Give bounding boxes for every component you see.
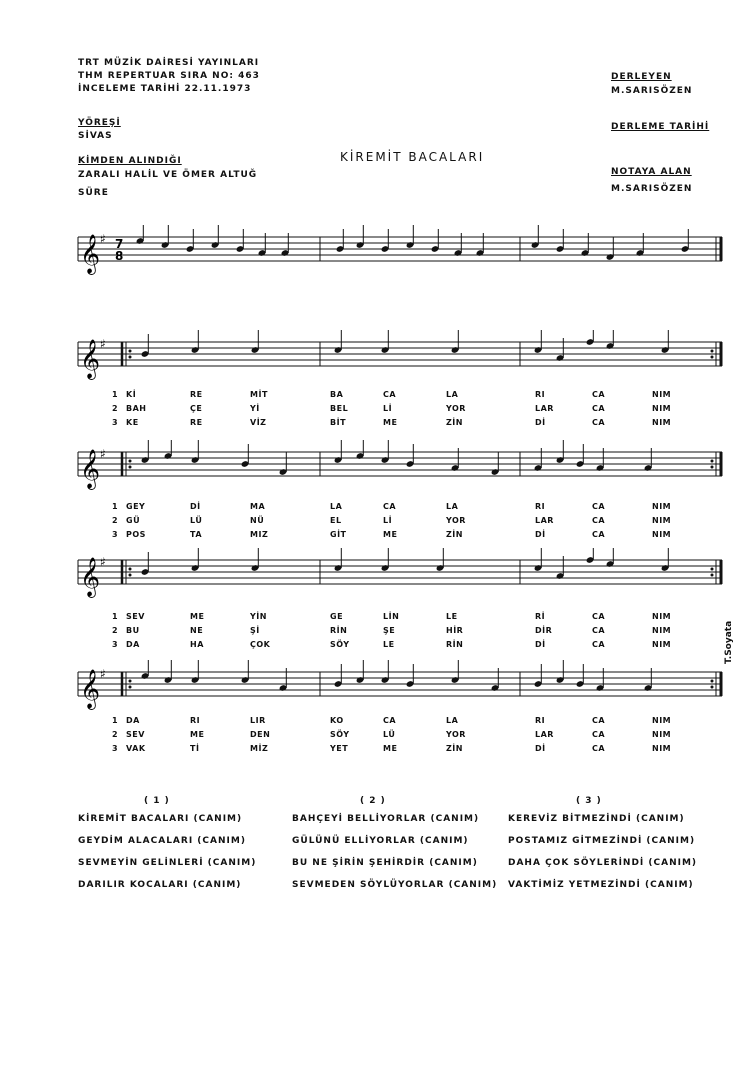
stanza-label: ( 3 ) [576,796,602,806]
lyric-syllable: LA [446,716,459,725]
staff-4 [0,660,750,720]
lyric-syllable: ME [190,730,205,739]
lyric-syllable: NÜ [250,516,265,525]
repeat-dot [711,680,714,683]
time-sig-top: 7 [115,237,124,251]
yoresi-label: YÖREŞİ [78,118,121,128]
notaya-alan-value: M.SARISÖZEN [611,184,693,194]
derleyen-label: DERLEYEN [611,72,672,82]
lyric-syllable: ŞE [383,626,396,635]
lyric-syllable: MİT [250,390,268,399]
derleyen-value: M.SARISÖZEN [611,86,693,96]
lyric-syllable: DA [126,716,140,725]
lyric-syllable: Dİ [535,744,546,753]
lyric-syllable: BEL [330,404,349,413]
key-sharp: ♯ [100,667,106,681]
repeat-dot [129,574,132,577]
lyric-syllable: CA [592,612,606,621]
lyric-syllable: KO [330,716,344,725]
side-credit: T.Soyata [724,620,734,664]
verse-number: 1 [112,612,119,621]
yoresi-value: SİVAS [78,131,113,141]
lyric-syllable: Şİ [250,626,260,635]
lyric-syllable: SEV [126,730,145,739]
lyric-syllable: LE [383,640,395,649]
key-sharp: ♯ [100,447,106,461]
lyric-syllable: LA [330,502,343,511]
verse-number: 1 [112,390,119,399]
stanza-line: SEVMEYİN GELİNLERİ (CANIM) [78,858,257,868]
lyric-syllable: RI [535,502,546,511]
lyric-syllable: HA [190,640,204,649]
kimden-label: KİMDEN ALINDIĞI [78,156,182,166]
treble-clef: 𝄞 [80,449,101,489]
lyric-syllable: SÖY [330,640,350,649]
repeat-dot [129,466,132,469]
lyric-syllable: LAR [535,516,554,525]
stanza-line: GEYDİM ALACALARI (CANIM) [78,836,246,846]
stanza-line: BU NE ŞİRİN ŞEHİRDİR (CANIM) [292,858,478,868]
derleme-tarihi-label: DERLEME TARİHİ [611,122,710,132]
lyric-syllable: YİN [250,612,267,621]
lyric-syllable: NIM [652,612,672,621]
lyric-syllable: RE [190,418,203,427]
lyric-syllable: NIM [652,502,672,511]
lyric-syllable: BU [126,626,140,635]
stanza-label: ( 1 ) [144,796,170,806]
staff-1 [0,330,750,390]
treble-clef: 𝄞 [80,234,101,274]
lyric-syllable: TA [190,530,203,539]
lyric-syllable: CA [383,502,397,511]
lyric-syllable: LAR [535,404,554,413]
lyric-syllable: ME [383,418,398,427]
lyric-syllable: CA [592,404,606,413]
lyric-syllable: NE [190,626,204,635]
treble-clef: 𝄞 [80,557,101,597]
lyric-syllable: NIM [652,716,672,725]
lyric-syllable: CA [383,390,397,399]
lyric-syllable: Rİ [535,612,546,621]
lyric-syllable: DA [126,640,140,649]
kimden-value: ZARALI HALİL VE ÖMER ALTUĞ [78,170,258,180]
lyric-syllable: LÜ [383,730,396,739]
verse-number: 2 [112,730,119,739]
lyric-syllable: POS [126,530,146,539]
lyric-syllable: CA [592,502,606,511]
lyric-syllable: SEV [126,612,145,621]
header-line-1: TRT MÜZİK DAİRESİ YAYINLARI [78,58,260,68]
lyric-syllable: ZİN [446,418,463,427]
verse-number: 3 [112,640,119,649]
lyric-syllable: Lİ [383,404,393,413]
repeat-dot [711,350,714,353]
lyric-syllable: CA [592,516,606,525]
lyric-syllable: LA [446,502,459,511]
lyric-syllable: NIM [652,516,672,525]
lyric-syllable: HİR [446,626,464,635]
lyric-syllable: Dİ [535,640,546,649]
lyric-syllable: RİN [330,626,348,635]
lyric-syllable: EL [330,516,342,525]
lyric-syllable: BAH [126,404,147,413]
repeat-dot [129,460,132,463]
stanza-label: ( 2 ) [360,796,386,806]
lyric-syllable: ME [383,530,398,539]
lyric-syllable: RI [535,716,546,725]
lyric-syllable: BİT [330,418,347,427]
notaya-alan-label: NOTAYA ALAN [611,167,692,177]
sure-label: SÜRE [78,188,109,198]
lyric-syllable: MIZ [250,530,269,539]
lyric-syllable: NIM [652,744,672,753]
lyric-syllable: CA [383,716,397,725]
stanza-line: BAHÇEYİ BELLİYORLAR (CANIM) [292,814,480,824]
key-sharp: ♯ [100,337,106,351]
lyric-syllable: GEY [126,502,146,511]
lyric-syllable: CA [592,626,606,635]
lyric-syllable: BA [330,390,344,399]
repeat-dot [711,466,714,469]
verse-number: 3 [112,418,119,427]
lyric-syllable: LA [446,390,459,399]
treble-clef: 𝄞 [80,669,101,709]
lyric-syllable: DİR [535,626,553,635]
verse-number: 2 [112,626,119,635]
lyric-syllable: RI [190,716,201,725]
lyric-syllable: ZİN [446,530,463,539]
lyric-syllable: CA [592,390,606,399]
lyric-syllable: LAR [535,730,554,739]
lyric-syllable: RİN [446,640,464,649]
repeat-dot [711,574,714,577]
stanza-line: KİREMİT BACALARI (CANIM) [78,814,243,824]
lyric-syllable: Dİ [535,530,546,539]
lyric-syllable: RI [535,390,546,399]
lyric-syllable: MA [250,502,266,511]
key-sharp: ♯ [100,232,106,246]
lyric-syllable: CA [592,530,606,539]
repeat-dot [711,568,714,571]
lyric-syllable: VAK [126,744,146,753]
lyric-syllable: NIM [652,530,672,539]
verse-number: 2 [112,404,119,413]
lyric-syllable: RE [190,390,203,399]
repeat-dot [129,680,132,683]
lyric-syllable: NIM [652,404,672,413]
lyric-syllable: ÇE [190,404,203,413]
lyric-syllable: NIM [652,730,672,739]
lyric-syllable: LE [446,612,458,621]
lyric-syllable: LIR [250,716,266,725]
repeat-dot [711,686,714,689]
page-title: KİREMİT BACALARI [340,150,485,164]
header-line-2: THM REPERTUAR SIRA NO: 463 [78,71,260,81]
lyric-syllable: LÜ [190,516,203,525]
lyric-syllable: VİZ [250,418,267,427]
lyric-syllable: Dİ [535,418,546,427]
verse-number: 1 [112,716,119,725]
verse-number: 2 [112,516,119,525]
time-sig-bottom: 8 [115,249,124,263]
stanza-line: GÜLÜNÜ ELLİYORLAR (CANIM) [292,836,469,846]
staff-2 [0,440,750,500]
lyric-syllable: YOR [446,516,466,525]
verse-number: 3 [112,744,119,753]
repeat-dot [129,350,132,353]
repeat-dot [711,356,714,359]
header-line-3: İNCELEME TARİHİ 22.11.1973 [78,84,252,94]
lyric-syllable: DEN [250,730,271,739]
lyric-syllable: MİZ [250,744,269,753]
lyric-syllable: CA [592,716,606,725]
stanza-line: KEREVİZ BİTMEZİNDİ (CANIM) [508,814,685,824]
lyric-syllable: SÖY [330,730,350,739]
lyric-syllable: Kİ [126,390,137,399]
lyric-syllable: Lİ [383,516,393,525]
lyric-syllable: CA [592,730,606,739]
repeat-dot [129,356,132,359]
lyric-syllable: Yİ [250,404,260,413]
lyric-syllable: YOR [446,404,466,413]
lyric-syllable: CA [592,418,606,427]
lyric-syllable: YOR [446,730,466,739]
lyric-syllable: ME [383,744,398,753]
stanza-line: SEVMEDEN SÖYLÜYORLAR (CANIM) [292,880,498,890]
lyric-syllable: Tİ [190,744,200,753]
verse-number: 1 [112,502,119,511]
stanza-line: VAKTİMİZ YETMEZİNDİ (CANIM) [508,880,694,890]
stanza-line: DAHA ÇOK SÖYLERİNDİ (CANIM) [508,858,698,868]
lyric-syllable: NIM [652,418,672,427]
lyric-syllable: YET [330,744,349,753]
lyric-syllable: GÜ [126,516,141,525]
repeat-dot [711,460,714,463]
lyric-syllable: NIM [652,640,672,649]
lyric-syllable: NIM [652,626,672,635]
lyric-syllable: CA [592,744,606,753]
repeat-dot [129,686,132,689]
lyric-syllable: NIM [652,390,672,399]
verse-number: 3 [112,530,119,539]
lyric-syllable: GE [330,612,344,621]
repeat-dot [129,568,132,571]
staff-3 [0,548,750,608]
treble-clef: 𝄞 [80,339,101,379]
lyric-syllable: ME [190,612,205,621]
key-sharp: ♯ [100,555,106,569]
stanza-line: DARILIR KOCALARI (CANIM) [78,880,242,890]
stanza-line: POSTAMIZ GİTMEZİNDİ (CANIM) [508,836,696,846]
lyric-syllable: LİN [383,612,400,621]
lyric-syllable: CA [592,640,606,649]
staff-intro [0,225,750,285]
lyric-syllable: KE [126,418,139,427]
lyric-syllable: ZİN [446,744,463,753]
lyric-syllable: Dİ [190,502,201,511]
lyric-syllable: GİT [330,530,347,539]
lyric-syllable: ÇOK [250,640,271,649]
